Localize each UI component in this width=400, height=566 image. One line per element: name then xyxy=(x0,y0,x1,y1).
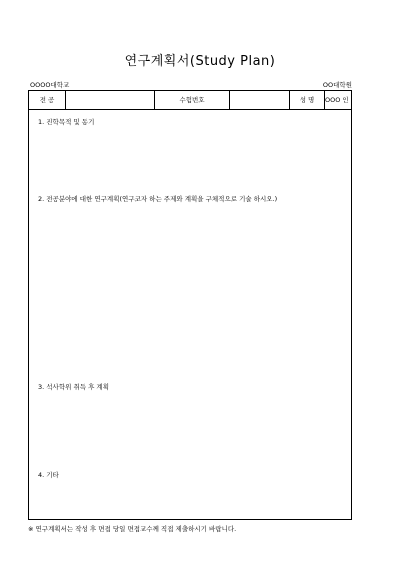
section-post-degree-plan-label: 3. 석사학위 취득 후 계획 xyxy=(38,383,109,391)
footnote: ※ 연구계획서는 작성 후 면접 당일 면접교수께 직접 제출하시기 바랍니다. xyxy=(28,525,237,533)
school-name: OOOO대학교 xyxy=(30,81,70,89)
exam-number-label: 수험번호 xyxy=(179,96,205,104)
section-purpose-label: 1. 진학목적 및 동기 xyxy=(38,118,95,126)
graduate-school-name: OO대학원 xyxy=(322,81,352,89)
section-research-plan-label: 2. 전공분야에 대한 연구계획(연구코자 하는 주제와 계획을 구체적으로 기술 하시오.) xyxy=(38,195,278,203)
major-field[interactable] xyxy=(66,91,154,109)
signature-field[interactable]: OOO 인 xyxy=(325,96,349,104)
name-label: 성 명 xyxy=(299,96,315,104)
plan-form xyxy=(28,90,352,520)
major-label: 전 공 xyxy=(39,96,55,104)
section-other-label: 4. 기타 xyxy=(38,471,59,479)
document-title: 연구계획서(Study Plan) xyxy=(124,54,276,69)
exam-number-field[interactable] xyxy=(230,91,289,109)
info-header-row xyxy=(29,91,351,110)
